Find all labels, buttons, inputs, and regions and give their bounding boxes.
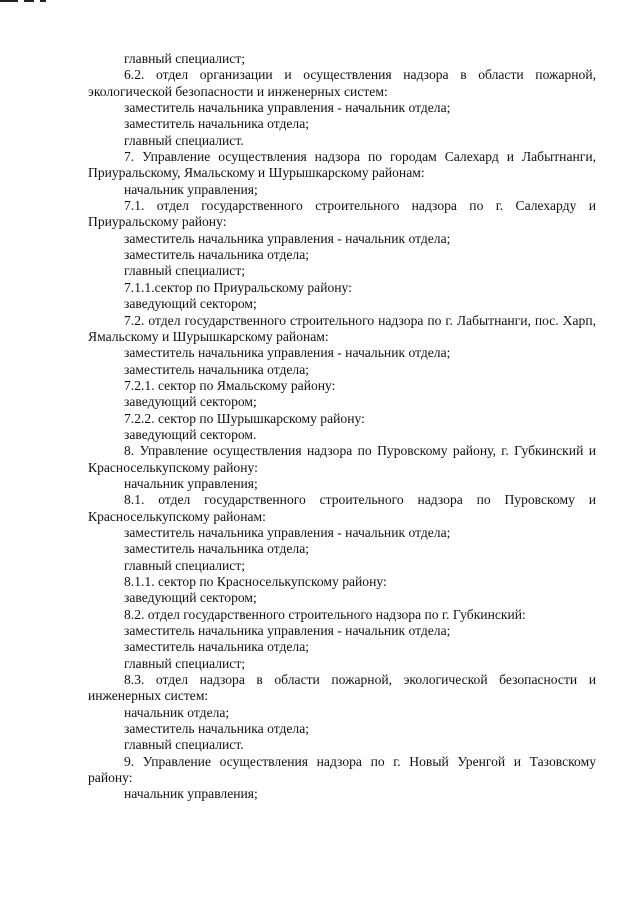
list-line: главный специалист; [124, 557, 246, 573]
list-line: главный специалист; [124, 655, 246, 671]
list-line: заведующий сектором; [124, 590, 257, 606]
list-line: начальник управления; [124, 181, 258, 197]
paragraph: 7.2. отдел государственного строительного надзора по г. Лабытнанги, пос. Харп, Ямальскому и Шурышкарскому районам: [88, 312, 596, 344]
paragraph: 9. Управление осуществления надзора по г. Новый Уренгой и Тазовскому району: [88, 753, 596, 786]
paragraph: 8.3. отдел надзора в области пожарной, экологической безопасности и инженерных систем: [88, 672, 596, 704]
list-line: заместитель начальника отдела; [124, 247, 310, 263]
list-line: заместитель начальника отдела; [124, 541, 310, 557]
paragraph: 6.2. отдел организации и осуществления надзора в области пожарной, экологической безопасности и инженерных систем: [88, 67, 596, 99]
list-line: 7.2.2. сектор по Шурышкарскому району: [124, 410, 365, 426]
list-line: главный специалист; [124, 263, 246, 279]
list-line: заместитель начальника управления - начальник отдела; [124, 345, 451, 361]
list-line: заместитель начальника отдела; [124, 721, 310, 737]
list-line: заместитель начальника управления - начальник отдела; [124, 230, 451, 246]
paragraph: 7.1. отдел государственного строительного надзора по г. Салехарду и Приуральскому району: [88, 198, 596, 230]
paragraph: 7. Управление осуществления надзора по городам Салехард и Лабытнанги, Приуральскому, Ямальскому и Шурышкарскому районам: [88, 149, 596, 181]
list-line: главный специалист. [124, 132, 244, 148]
list-line: заместитель начальника отдела; [124, 116, 310, 132]
list-line: заместитель начальника управления - начальник отдела; [124, 100, 451, 116]
document-body [88, 51, 596, 803]
paragraph: 8.1. отдел государственного строительного надзора по Пуровскому и Красноселькупскому районам: [88, 492, 596, 524]
scan-edge-mark [0, 0, 62, 6]
list-line: 7.2.1. сектор по Ямальскому району: [124, 377, 336, 393]
list-line: заместитель начальника управления - начальник отдела; [124, 524, 451, 540]
list-line: начальник управления; [124, 786, 258, 802]
list-line: заместитель начальника управления - начальник отдела; [124, 623, 451, 639]
list-line: 7.1.1.сектор по Приуральскому району: [124, 279, 352, 295]
list-line: заведующий сектором; [124, 296, 257, 312]
list-line: заместитель начальника отдела; [124, 361, 310, 377]
list-line: главный специалист. [124, 737, 244, 753]
list-line: начальник отдела; [124, 704, 230, 720]
list-line: заместитель начальника отдела; [124, 639, 310, 655]
list-line: 8.2. отдел государственного строительного надзора по г. Губкинский: [124, 606, 526, 622]
list-line: 8.1.1. сектор по Красноселькупскому району: [124, 574, 387, 589]
list-line: начальник управления; [124, 475, 258, 491]
list-line: заведующий сектором. [124, 426, 257, 442]
list-line: главный специалист; [124, 51, 246, 66]
paragraph: 8. Управление осуществления надзора по Пуровскому району, г. Губкинский и Красноселькупскому району: [88, 443, 596, 475]
list-line: заведующий сектором; [124, 394, 257, 410]
